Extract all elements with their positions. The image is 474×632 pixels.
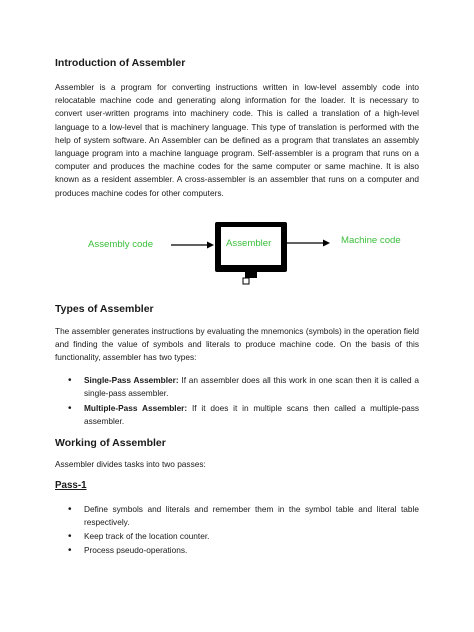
input-arrow [171, 242, 214, 249]
pass1-heading: Pass-1 [55, 480, 87, 491]
intro-heading: Introduction of Assembler [55, 57, 186, 69]
types-paragraph: The assembler generates instructions by evaluating the mnemonics (symbols) in the operation field and finding the value of symbols and literals to produce machine code. On the basis of this functionality, assembler has two types: [55, 326, 419, 363]
types-heading: Types of Assembler [55, 303, 154, 315]
list-item [55, 402, 419, 428]
working-paragraph: Assembler divides tasks into two passes: [55, 459, 206, 469]
intro-paragraph: Assembler is a program for converting instructions written in low-level assembly code into relocatable machine code and generating along information for the loader. It is necessary to convert user-written programs into machinery code. This is called a translation of a high-level language to a low-level that is machinery language. This type of translation is performed with the help of system software. An Assembler can be defined as a program that translates an assembly language program into a machine language program. Self-assembler is a program that runs on a computer and produces the machine codes for the same computer or same machine. It is also known as a resident assembler. A cross-assembler is an assembler that runs on a computer and produces machine codes for other computers. [55, 82, 419, 198]
assembler-diagram [55, 212, 419, 292]
machine-code-label: Machine code [341, 235, 401, 246]
working-heading: Working of Assembler [55, 437, 166, 449]
list-item-text: If an assembler does all this work in one scan then it is called a single-pass assembler. [84, 375, 419, 398]
monitor-icon [215, 222, 287, 284]
list-item: • Keep track of the location counter. [55, 530, 419, 543]
output-arrow [287, 240, 330, 247]
list-item-term: Single-Pass Assembler: [84, 375, 179, 385]
diagram-graphics [55, 212, 419, 292]
list-item-text: If it does it in multiple scans then called a multiple-pass assembler. [84, 403, 419, 426]
assembly-code-label: Assembly code [88, 239, 154, 250]
pass1-list [55, 503, 419, 557]
assembler-label: Assembler [226, 238, 272, 249]
list-item [55, 374, 419, 400]
types-list [55, 374, 419, 428]
list-item-term: Multiple-Pass Assembler: [84, 403, 188, 413]
list-item: • Process pseudo-operations. [55, 544, 419, 557]
list-item: • Define symbols and literals and remember them in the symbol table and literal table respectively. [55, 503, 419, 529]
